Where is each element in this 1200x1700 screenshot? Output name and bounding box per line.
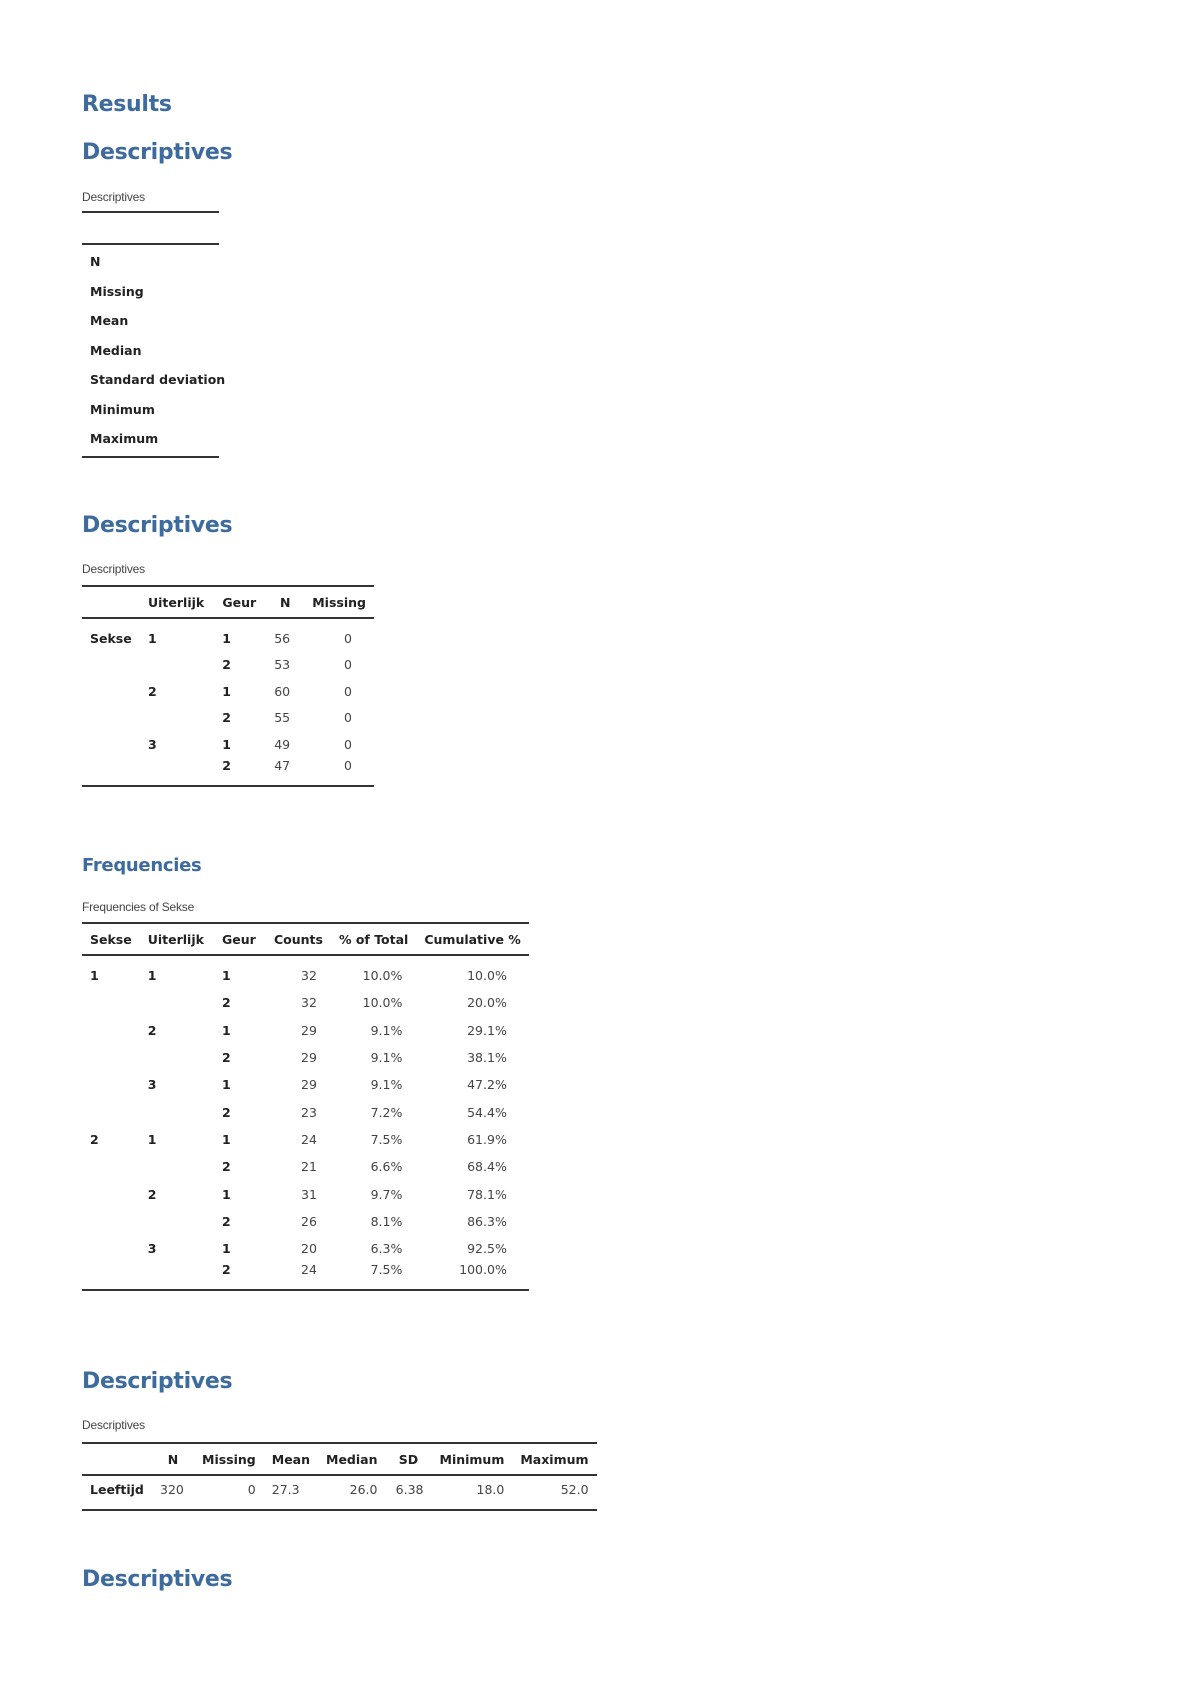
table-row: [82, 1235, 529, 1262]
cell-sekse: [82, 989, 140, 1016]
cell-percent-total: 8.1%: [370, 1213, 403, 1229]
column-header: SD: [398, 1451, 419, 1467]
section-title-descriptives-1: Descriptives: [82, 140, 233, 165]
cell-missing: 0: [344, 630, 352, 646]
cell-uiterlijk: [140, 1098, 212, 1125]
cell-uiterlijk: [140, 705, 212, 732]
cell-uiterlijk: 3: [147, 1077, 157, 1093]
cell-geur: 1: [221, 1077, 231, 1093]
cell-counts: 24: [301, 1262, 317, 1278]
cell-percent-total: 10.0%: [362, 968, 403, 984]
cell-percent-total: 7.2%: [370, 1104, 403, 1120]
column-header: Uiterlijk: [148, 594, 205, 610]
column-header: N: [280, 594, 291, 610]
column-header: Missing: [202, 1451, 256, 1467]
cell-geur: 2: [222, 757, 231, 773]
table-rule: [82, 211, 219, 213]
cell-geur: 2: [222, 710, 231, 726]
cell-sekse: [82, 1098, 140, 1125]
table-row: [82, 989, 529, 1016]
column-header: Missing: [312, 594, 366, 610]
cell-percent-total: 9.7%: [370, 1186, 403, 1202]
cell-cumulative: 100.0%: [459, 1262, 507, 1278]
table-row: Median: [90, 342, 142, 358]
cell-uiterlijk: 3: [148, 736, 157, 752]
cell-maximum: 52.0: [560, 1482, 589, 1497]
cell-percent-total: 10.0%: [362, 995, 403, 1011]
section-title-descriptives-3: Descriptives: [82, 1369, 233, 1394]
cell-cumulative: 47.2%: [467, 1077, 507, 1093]
cell-uiterlijk: 1: [147, 1131, 157, 1147]
cell-missing: 0: [344, 683, 352, 699]
cell-missing: 0: [344, 657, 352, 673]
cell-cumulative: 10.0%: [467, 968, 507, 984]
cell-sekse: [82, 1235, 140, 1262]
cell-percent-total: 6.3%: [370, 1241, 403, 1257]
column-header: Counts: [273, 931, 323, 947]
column-header: Median: [326, 1451, 378, 1467]
cell-uiterlijk: [140, 652, 212, 679]
column-header: Sekse: [90, 931, 132, 947]
cell-geur: 2: [221, 1104, 231, 1120]
cell-geur: 2: [221, 995, 231, 1011]
column-header: N: [167, 1451, 179, 1467]
cell-counts: 23: [301, 1104, 317, 1120]
cell-missing: 0: [344, 736, 352, 752]
column-header: Uiterlijk: [147, 931, 204, 947]
cell-counts: 31: [301, 1186, 317, 1202]
section-title-descriptives-4: Descriptives: [82, 1567, 233, 1592]
cell-uiterlijk: 1: [148, 630, 157, 646]
cell-uiterlijk: [140, 989, 212, 1016]
table-row: Missing: [90, 283, 144, 299]
cell-uiterlijk: 3: [147, 1241, 157, 1257]
row-label: Leeftijd: [90, 1482, 144, 1497]
column-header: % of Total: [338, 931, 409, 947]
cell-geur: 2: [221, 1159, 231, 1175]
column-header: Minimum: [439, 1451, 505, 1467]
cell-sekse: [82, 1044, 140, 1071]
cell-percent-total: 9.1%: [370, 1077, 403, 1093]
cell-missing: 0: [344, 710, 352, 726]
row-group-label: Sekse: [90, 630, 132, 646]
cell-n: 60: [274, 683, 291, 699]
cell-percent-total: 7.5%: [370, 1262, 403, 1278]
cell-sekse: [82, 1208, 140, 1235]
cell-median: 26.0: [349, 1482, 378, 1497]
table-row: Minimum: [90, 401, 155, 417]
cell-percent-total: 7.5%: [370, 1131, 403, 1147]
descriptives-table-3: [82, 1442, 597, 1511]
cell-percent-total: 9.1%: [370, 1050, 403, 1066]
cell-uiterlijk: 2: [147, 1022, 157, 1038]
cell-sekse: 1: [90, 968, 99, 984]
cell-cumulative: 20.0%: [467, 995, 507, 1011]
cell-n: 56: [274, 630, 291, 646]
column-header: Maximum: [520, 1451, 589, 1467]
table-row: Mean: [90, 313, 129, 328]
table-row: [82, 678, 374, 705]
cell-n: 320: [160, 1482, 184, 1497]
row-group-label: [82, 652, 140, 679]
table-rule: [82, 243, 219, 245]
table-row: [82, 1262, 529, 1290]
cell-uiterlijk: 2: [147, 1186, 157, 1202]
cell-geur: 1: [222, 630, 231, 646]
cell-cumulative: 68.4%: [467, 1159, 507, 1175]
section-title-frequencies: Frequencies: [82, 855, 202, 876]
cell-counts: 21: [301, 1159, 317, 1175]
cell-cumulative: 29.1%: [467, 1022, 507, 1038]
cell-counts: 20: [301, 1241, 317, 1257]
table-row: [82, 705, 374, 732]
table-row: [82, 962, 529, 989]
table-row: [82, 652, 374, 679]
cell-geur: 2: [221, 1213, 231, 1229]
cell-geur: 1: [221, 1241, 231, 1257]
table-row: Standard deviation: [90, 372, 226, 387]
table-row: [82, 1482, 597, 1510]
cell-geur: 2: [222, 657, 231, 673]
cell-counts: 29: [301, 1050, 317, 1066]
cell-percent-total: 6.6%: [370, 1159, 403, 1175]
table-caption-2: Descriptives: [82, 562, 145, 576]
cell-counts: 29: [301, 1022, 317, 1038]
cell-counts: 29: [301, 1077, 317, 1093]
cell-geur: 1: [221, 1022, 231, 1038]
cell-uiterlijk: [140, 1208, 212, 1235]
descriptives-table-2: [82, 585, 374, 787]
table-row: [82, 1180, 529, 1207]
cell-counts: 32: [301, 995, 317, 1011]
cell-counts: 24: [301, 1131, 317, 1147]
cell-minimum: 18.0: [476, 1482, 505, 1497]
column-header: Mean: [271, 1451, 311, 1467]
cell-geur: 1: [221, 1131, 231, 1147]
cell-geur: 1: [221, 1186, 231, 1202]
table-row: [82, 1208, 529, 1235]
cell-sekse: 2: [90, 1131, 99, 1147]
cell-sekse: [82, 1153, 140, 1180]
column-header: Cumulative %: [424, 931, 521, 947]
cell-missing: 0: [344, 757, 352, 773]
cell-sekse: [82, 1180, 140, 1207]
section-title-descriptives-2: Descriptives: [82, 513, 233, 538]
row-group-label: [82, 705, 140, 732]
cell-mean: 27.3: [271, 1482, 300, 1497]
cell-sd: 6.38: [395, 1482, 424, 1497]
cell-uiterlijk: [140, 1044, 212, 1071]
cell-sekse: [82, 1262, 140, 1290]
cell-geur: 1: [222, 683, 231, 699]
frequencies-table: [82, 922, 529, 1291]
row-group-label: [82, 678, 140, 705]
cell-geur: 2: [221, 1050, 231, 1066]
table-row: [82, 758, 374, 786]
cell-uiterlijk: [140, 758, 212, 786]
cell-geur: 1: [221, 968, 231, 984]
column-header: Geur: [222, 594, 257, 610]
cell-sekse: [82, 1017, 140, 1044]
table-caption-4: Descriptives: [82, 1418, 145, 1432]
row-group-label: [82, 758, 140, 786]
cell-uiterlijk: [140, 1153, 212, 1180]
table-row: [82, 1044, 529, 1071]
cell-n: 49: [274, 736, 291, 752]
cell-uiterlijk: [140, 1262, 212, 1290]
cell-counts: 32: [301, 968, 317, 984]
table-row: N: [90, 254, 101, 269]
table-row: [82, 625, 374, 652]
cell-percent-total: 9.1%: [370, 1022, 403, 1038]
column-header: Geur: [222, 931, 256, 947]
cell-geur: 2: [221, 1262, 231, 1278]
cell-n: 53: [274, 657, 291, 673]
cell-counts: 26: [301, 1213, 317, 1229]
table-row: Maximum: [90, 431, 159, 446]
cell-cumulative: 92.5%: [467, 1241, 507, 1257]
cell-uiterlijk: 1: [147, 968, 157, 984]
table-caption-3: Frequencies of Sekse: [82, 900, 195, 914]
table-row: [82, 1017, 529, 1044]
table-row: [82, 1153, 529, 1180]
row-group-label: [82, 731, 140, 758]
column-header: [82, 586, 140, 618]
table-row: [82, 1126, 529, 1153]
cell-sekse: [82, 1071, 140, 1098]
table-row: [82, 1071, 529, 1098]
cell-missing: 0: [247, 1482, 256, 1497]
table-row: [82, 1098, 529, 1125]
cell-cumulative: 54.4%: [467, 1104, 507, 1120]
cell-uiterlijk: 2: [148, 683, 157, 699]
descriptives-table-1: [90, 250, 225, 457]
table-row: [82, 731, 374, 758]
cell-cumulative: 86.3%: [467, 1213, 507, 1229]
column-header: [82, 1443, 152, 1475]
cell-n: 55: [274, 710, 291, 726]
cell-cumulative: 78.1%: [467, 1186, 507, 1202]
cell-cumulative: 38.1%: [467, 1050, 507, 1066]
cell-cumulative: 61.9%: [467, 1131, 507, 1147]
table-caption-1: Descriptives: [82, 190, 145, 204]
cell-n: 47: [274, 757, 291, 773]
results-title: Results: [82, 92, 172, 117]
cell-geur: 1: [222, 736, 231, 752]
